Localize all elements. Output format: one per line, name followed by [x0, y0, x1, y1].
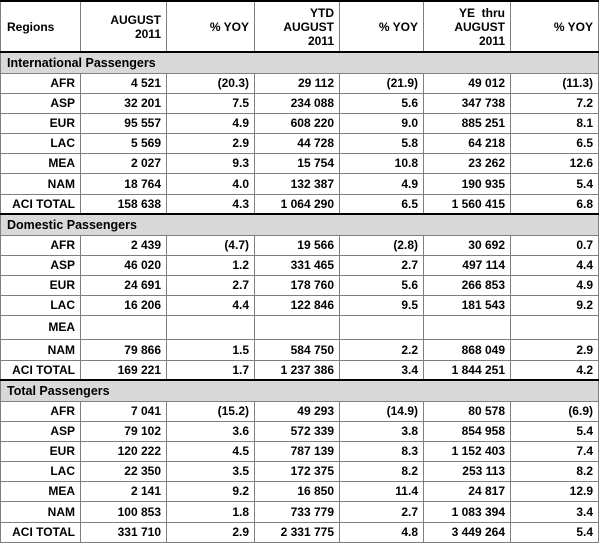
ye-thru-august-2011-cell: 347 738: [424, 93, 511, 113]
august-2011-cell: 7 041: [81, 401, 167, 421]
header-august-line1: AUGUST: [110, 12, 161, 27]
ytd-august-2011-cell: 2 331 775: [255, 522, 340, 542]
ytd-august-2011-cell: [255, 315, 340, 339]
table-row: [1, 295, 599, 315]
ye-thru-august-2011-cell: 1 083 394: [424, 501, 511, 522]
august-2011-cell: 16 206: [81, 295, 167, 315]
region-cell: LAC: [1, 461, 81, 481]
yoy-august-cell: (15.2): [167, 401, 255, 421]
header-ytd-august-2011: [255, 1, 340, 52]
section-header-row: [1, 52, 599, 73]
table-row: [1, 501, 599, 522]
yoy-august-cell: 4.4: [167, 295, 255, 315]
header-august-2011: [81, 1, 167, 52]
yoy-ye-cell: 4.2: [511, 360, 599, 380]
yoy-ytd-cell: 10.8: [340, 153, 424, 173]
yoy-august-cell: 4.9: [167, 113, 255, 133]
yoy-ytd-cell: 5.6: [340, 275, 424, 295]
table-row: [1, 133, 599, 153]
august-2011-cell: 32 201: [81, 93, 167, 113]
table-body: [1, 52, 599, 542]
august-2011-cell: 158 638: [81, 194, 167, 214]
yoy-ye-cell: 5.4: [511, 522, 599, 542]
yoy-ye-cell: 6.8: [511, 194, 599, 214]
yoy-august-cell: 4.5: [167, 441, 255, 461]
yoy-ytd-cell: 2.7: [340, 501, 424, 522]
yoy-ye-cell: 7.2: [511, 93, 599, 113]
table-row: [1, 73, 599, 93]
august-2011-cell: 2 141: [81, 481, 167, 501]
ye-thru-august-2011-cell: 24 817: [424, 481, 511, 501]
yoy-ye-cell: 8.1: [511, 113, 599, 133]
yoy-august-cell: (4.7): [167, 235, 255, 255]
region-cell: EUR: [1, 113, 81, 133]
yoy-august-cell: 1.8: [167, 501, 255, 522]
yoy-ye-cell: (11.3): [511, 73, 599, 93]
ytd-august-2011-cell: 29 112: [255, 73, 340, 93]
ytd-august-2011-cell: 1 064 290: [255, 194, 340, 214]
region-cell: ASP: [1, 421, 81, 441]
yoy-ye-cell: (6.9): [511, 401, 599, 421]
yoy-august-cell: 1.7: [167, 360, 255, 380]
region-cell: AFR: [1, 235, 81, 255]
table-row: [1, 153, 599, 173]
yoy-ytd-cell: 5.6: [340, 93, 424, 113]
table-row: [1, 401, 599, 421]
yoy-ytd-cell: 2.2: [340, 339, 424, 360]
yoy-ye-cell: 7.4: [511, 441, 599, 461]
region-cell: EUR: [1, 441, 81, 461]
section-title: International Passengers: [1, 52, 599, 73]
region-cell: LAC: [1, 133, 81, 153]
region-cell: LAC: [1, 295, 81, 315]
yoy-ytd-cell: 5.8: [340, 133, 424, 153]
table-row: [1, 461, 599, 481]
yoy-ye-cell: 9.2: [511, 295, 599, 315]
header-row: [1, 1, 599, 52]
region-cell: MEA: [1, 315, 81, 339]
yoy-ytd-cell: 9.0: [340, 113, 424, 133]
region-cell: ASP: [1, 93, 81, 113]
section-header-row: [1, 380, 599, 401]
august-2011-cell: 79 866: [81, 339, 167, 360]
section-title: Domestic Passengers: [1, 214, 599, 235]
region-cell: AFR: [1, 401, 81, 421]
ye-thru-august-2011-cell: 253 113: [424, 461, 511, 481]
region-cell: MEA: [1, 481, 81, 501]
header-ytd-line2: AUGUST: [283, 19, 334, 34]
table-row: [1, 93, 599, 113]
yoy-august-cell: 1.2: [167, 255, 255, 275]
ytd-august-2011-cell: 15 754: [255, 153, 340, 173]
ytd-august-2011-cell: 44 728: [255, 133, 340, 153]
table-row: [1, 481, 599, 501]
region-cell: NAM: [1, 339, 81, 360]
august-2011-cell: 2 027: [81, 153, 167, 173]
august-2011-cell: 5 569: [81, 133, 167, 153]
ye-thru-august-2011-cell: 30 692: [424, 235, 511, 255]
region-cell: ACI TOTAL: [1, 360, 81, 380]
ytd-august-2011-cell: 572 339: [255, 421, 340, 441]
yoy-ytd-cell: 9.5: [340, 295, 424, 315]
ytd-august-2011-cell: 172 375: [255, 461, 340, 481]
table-row: [1, 113, 599, 133]
header-yoy-ytd: % YOY: [340, 1, 424, 52]
yoy-august-cell: 1.5: [167, 339, 255, 360]
ye-thru-august-2011-cell: 1 844 251: [424, 360, 511, 380]
table-row: [1, 441, 599, 461]
table-row: [1, 315, 599, 339]
table-row: [1, 194, 599, 214]
ye-thru-august-2011-cell: 266 853: [424, 275, 511, 295]
ytd-august-2011-cell: 1 237 386: [255, 360, 340, 380]
ye-thru-august-2011-cell: 854 958: [424, 421, 511, 441]
ytd-august-2011-cell: 234 088: [255, 93, 340, 113]
yoy-ye-cell: [511, 315, 599, 339]
ye-thru-august-2011-cell: 1 560 415: [424, 194, 511, 214]
header-ye-line3: 2011: [478, 33, 505, 48]
header-ye-line1: YE thru: [458, 5, 505, 20]
region-cell: EUR: [1, 275, 81, 295]
august-2011-cell: 79 102: [81, 421, 167, 441]
region-cell: AFR: [1, 73, 81, 93]
yoy-ytd-cell: 6.5: [340, 194, 424, 214]
ye-thru-august-2011-cell: 49 012: [424, 73, 511, 93]
ytd-august-2011-cell: 16 850: [255, 481, 340, 501]
yoy-ye-cell: 0.7: [511, 235, 599, 255]
region-cell: NAM: [1, 173, 81, 194]
august-2011-cell: 24 691: [81, 275, 167, 295]
header-yoy-ye: % YOY: [511, 1, 599, 52]
section-header-row: [1, 214, 599, 235]
header-ytd-line3: 2011: [307, 33, 334, 48]
yoy-august-cell: 2.9: [167, 133, 255, 153]
yoy-ytd-cell: 4.9: [340, 173, 424, 194]
yoy-ytd-cell: 3.4: [340, 360, 424, 380]
table-row: [1, 275, 599, 295]
yoy-ytd-cell: (14.9): [340, 401, 424, 421]
yoy-ye-cell: 3.4: [511, 501, 599, 522]
ye-thru-august-2011-cell: 181 543: [424, 295, 511, 315]
ye-thru-august-2011-cell: 885 251: [424, 113, 511, 133]
header-yoy-august: % YOY: [167, 1, 255, 52]
yoy-ye-cell: 6.5: [511, 133, 599, 153]
ye-thru-august-2011-cell: 1 152 403: [424, 441, 511, 461]
ye-thru-august-2011-cell: 3 449 264: [424, 522, 511, 542]
ytd-august-2011-cell: 331 465: [255, 255, 340, 275]
region-cell: MEA: [1, 153, 81, 173]
ye-thru-august-2011-cell: 80 578: [424, 401, 511, 421]
header-ye-thru-august-2011: [424, 1, 511, 52]
ytd-august-2011-cell: 19 566: [255, 235, 340, 255]
table-row: [1, 255, 599, 275]
yoy-august-cell: 9.3: [167, 153, 255, 173]
august-2011-cell: 331 710: [81, 522, 167, 542]
region-cell: ACI TOTAL: [1, 194, 81, 214]
yoy-ye-cell: 2.9: [511, 339, 599, 360]
yoy-august-cell: 2.9: [167, 522, 255, 542]
august-2011-cell: 120 222: [81, 441, 167, 461]
header-ye-line2: AUGUST: [454, 19, 505, 34]
ytd-august-2011-cell: 122 846: [255, 295, 340, 315]
yoy-ye-cell: 4.9: [511, 275, 599, 295]
yoy-august-cell: (20.3): [167, 73, 255, 93]
ytd-august-2011-cell: 787 139: [255, 441, 340, 461]
ye-thru-august-2011-cell: 868 049: [424, 339, 511, 360]
region-cell: NAM: [1, 501, 81, 522]
yoy-ytd-cell: [340, 315, 424, 339]
yoy-ytd-cell: (2.8): [340, 235, 424, 255]
yoy-august-cell: 3.6: [167, 421, 255, 441]
august-2011-cell: 2 439: [81, 235, 167, 255]
yoy-ye-cell: 4.4: [511, 255, 599, 275]
august-2011-cell: 100 853: [81, 501, 167, 522]
ytd-august-2011-cell: 733 779: [255, 501, 340, 522]
yoy-august-cell: 3.5: [167, 461, 255, 481]
yoy-august-cell: 7.5: [167, 93, 255, 113]
august-2011-cell: [81, 315, 167, 339]
ye-thru-august-2011-cell: 497 114: [424, 255, 511, 275]
august-2011-cell: 22 350: [81, 461, 167, 481]
ytd-august-2011-cell: 584 750: [255, 339, 340, 360]
header-regions: Regions: [1, 1, 81, 52]
yoy-ytd-cell: 8.2: [340, 461, 424, 481]
august-2011-cell: 46 020: [81, 255, 167, 275]
table-row: [1, 339, 599, 360]
ytd-august-2011-cell: 608 220: [255, 113, 340, 133]
yoy-ye-cell: 12.6: [511, 153, 599, 173]
yoy-ytd-cell: (21.9): [340, 73, 424, 93]
august-2011-cell: 18 764: [81, 173, 167, 194]
yoy-ye-cell: 5.4: [511, 173, 599, 194]
region-cell: ASP: [1, 255, 81, 275]
table-row: [1, 360, 599, 380]
yoy-ye-cell: 12.9: [511, 481, 599, 501]
yoy-ytd-cell: 3.8: [340, 421, 424, 441]
region-cell: ACI TOTAL: [1, 522, 81, 542]
ye-thru-august-2011-cell: 64 218: [424, 133, 511, 153]
yoy-ye-cell: 8.2: [511, 461, 599, 481]
yoy-ytd-cell: 8.3: [340, 441, 424, 461]
table-row: [1, 235, 599, 255]
yoy-august-cell: 2.7: [167, 275, 255, 295]
yoy-august-cell: 4.0: [167, 173, 255, 194]
ye-thru-august-2011-cell: 23 262: [424, 153, 511, 173]
yoy-ye-cell: 5.4: [511, 421, 599, 441]
ytd-august-2011-cell: 49 293: [255, 401, 340, 421]
section-title: Total Passengers: [1, 380, 599, 401]
table-row: [1, 421, 599, 441]
yoy-ytd-cell: 11.4: [340, 481, 424, 501]
august-2011-cell: 169 221: [81, 360, 167, 380]
header-ytd-line1: YTD: [310, 5, 334, 20]
yoy-ytd-cell: 2.7: [340, 255, 424, 275]
yoy-ytd-cell: 4.8: [340, 522, 424, 542]
yoy-august-cell: [167, 315, 255, 339]
ytd-august-2011-cell: 178 760: [255, 275, 340, 295]
table-header: [1, 1, 599, 52]
yoy-august-cell: 9.2: [167, 481, 255, 501]
ye-thru-august-2011-cell: [424, 315, 511, 339]
august-2011-cell: 95 557: [81, 113, 167, 133]
ytd-august-2011-cell: 132 387: [255, 173, 340, 194]
table-row: [1, 173, 599, 194]
header-august-line2: 2011: [134, 26, 161, 41]
yoy-august-cell: 4.3: [167, 194, 255, 214]
august-2011-cell: 4 521: [81, 73, 167, 93]
ye-thru-august-2011-cell: 190 935: [424, 173, 511, 194]
table-row: [1, 522, 599, 542]
